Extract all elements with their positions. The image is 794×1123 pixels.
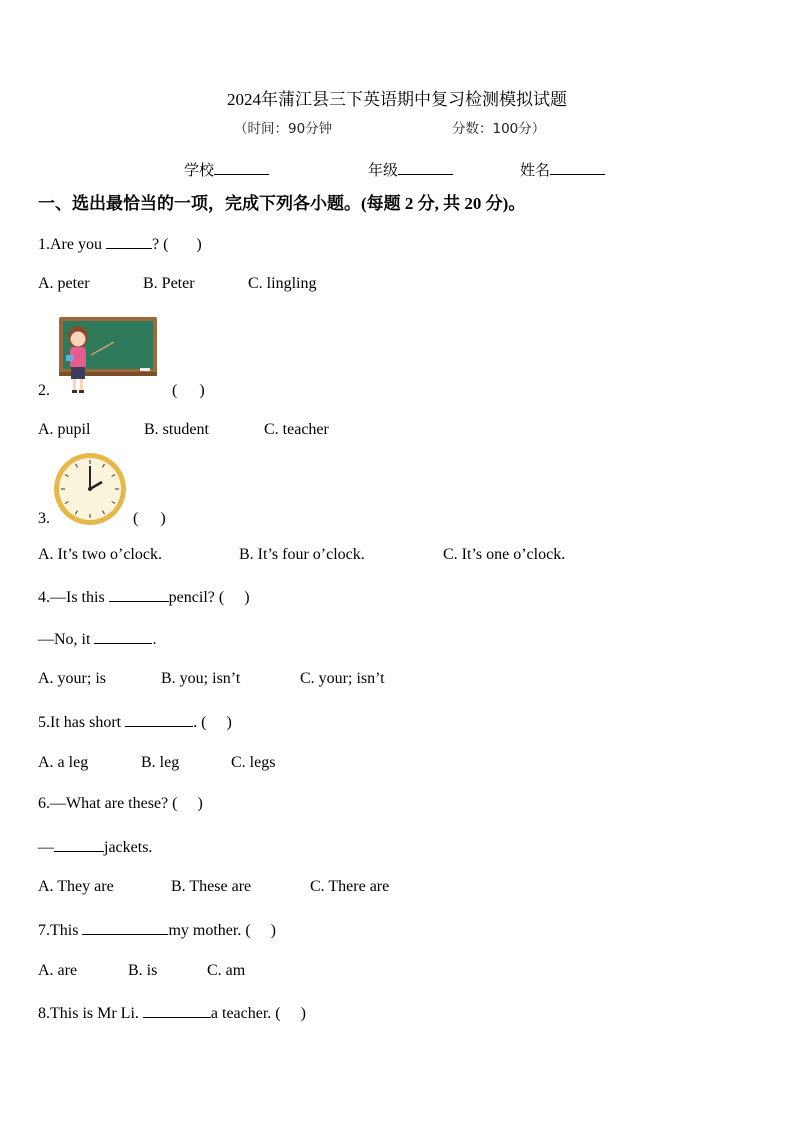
option-a[interactable]: A. a leg bbox=[38, 754, 89, 771]
option-c[interactable]: C. your; isn’t bbox=[300, 670, 385, 687]
question-text: — bbox=[38, 839, 54, 856]
answer-blank[interactable] bbox=[82, 920, 168, 935]
page-title: 2024年蒲江县三下英语期中复习检测模拟试题 bbox=[227, 90, 567, 109]
total-score: 分数：100分） bbox=[452, 121, 546, 137]
question-number: 5. bbox=[38, 714, 50, 731]
question-2-paren bbox=[172, 382, 205, 400]
question-1 bbox=[38, 234, 202, 254]
question-text: my mother. ( bbox=[168, 922, 251, 939]
question-text: ? ( bbox=[151, 236, 169, 253]
question-text: ) bbox=[244, 589, 250, 606]
question-text: This is Mr Li. bbox=[50, 1005, 143, 1022]
question-6 bbox=[38, 795, 203, 813]
teacher-blackboard-image bbox=[56, 315, 160, 399]
answer-blank[interactable] bbox=[143, 1003, 211, 1018]
question-number: 3. bbox=[38, 510, 50, 527]
option-b[interactable]: B. student bbox=[144, 421, 209, 438]
paren-close: ) bbox=[199, 382, 205, 399]
book bbox=[66, 355, 74, 361]
question-4-line2 bbox=[38, 629, 156, 649]
clock-image bbox=[52, 451, 128, 527]
paren-open: ( bbox=[133, 510, 139, 527]
option-a[interactable]: A. It’s two o’clock. bbox=[38, 546, 162, 563]
question-text: ) bbox=[300, 1005, 306, 1022]
question-text: ) bbox=[197, 795, 203, 812]
school-blank[interactable] bbox=[214, 160, 269, 175]
answer-blank[interactable] bbox=[54, 837, 104, 852]
question-text: Are you bbox=[50, 236, 106, 253]
face bbox=[71, 332, 86, 347]
question-8 bbox=[38, 1003, 306, 1023]
eraser bbox=[140, 368, 150, 371]
option-a[interactable]: A. are bbox=[38, 962, 78, 979]
question-text: —What are these? ( bbox=[50, 795, 178, 812]
question-text: . bbox=[152, 631, 157, 648]
question-number: 6. bbox=[38, 795, 50, 812]
skirt bbox=[71, 367, 85, 379]
answer-blank[interactable] bbox=[109, 587, 169, 602]
question-text: —Is this bbox=[50, 589, 109, 606]
question-5 bbox=[38, 712, 232, 732]
question-4 bbox=[38, 587, 250, 607]
option-b[interactable]: B. leg bbox=[141, 754, 180, 771]
answer-blank[interactable] bbox=[125, 712, 193, 727]
name-field bbox=[520, 159, 605, 180]
option-a[interactable]: A. pupil bbox=[38, 421, 91, 438]
question-text: It has short bbox=[50, 714, 126, 731]
grade-label: 年级 bbox=[368, 163, 399, 179]
question-text: . ( bbox=[193, 714, 207, 731]
question-text: pencil? ( bbox=[168, 589, 225, 606]
question-number: 4. bbox=[38, 589, 50, 606]
question-3 bbox=[38, 510, 50, 528]
shoe-left bbox=[72, 390, 77, 393]
question-2 bbox=[38, 382, 50, 400]
grade-field bbox=[368, 159, 453, 180]
option-a[interactable]: A. your; is bbox=[38, 670, 106, 687]
option-a[interactable]: A. peter bbox=[38, 275, 90, 292]
option-b[interactable]: B. It’s four o’clock. bbox=[239, 546, 365, 563]
leg-left bbox=[73, 379, 76, 391]
option-a[interactable]: A. They are bbox=[38, 878, 114, 895]
name-label: 姓名 bbox=[520, 163, 551, 179]
option-c[interactable]: C. legs bbox=[231, 754, 276, 771]
question-number: 1. bbox=[38, 236, 50, 253]
question-number: 2. bbox=[38, 382, 50, 399]
option-c[interactable]: C. teacher bbox=[264, 421, 329, 438]
option-c[interactable]: C. There are bbox=[310, 878, 390, 895]
question-text: ) bbox=[270, 922, 276, 939]
leg-right bbox=[80, 379, 83, 391]
grade-blank[interactable] bbox=[398, 160, 453, 175]
option-b[interactable]: B. Peter bbox=[143, 275, 195, 292]
option-b[interactable]: B. These are bbox=[171, 878, 252, 895]
option-b[interactable]: B. is bbox=[128, 962, 158, 979]
option-b[interactable]: B. you; isn’t bbox=[161, 670, 241, 687]
question-text: This bbox=[50, 922, 83, 939]
question-text: ) bbox=[226, 714, 232, 731]
paren-open: ( bbox=[172, 382, 178, 399]
option-c[interactable]: C. lingling bbox=[248, 275, 317, 292]
section-heading: 一、选出最恰当的一项，完成下列各小题。(每题 2 分, 共 20 分)。 bbox=[38, 194, 526, 213]
clock-center bbox=[88, 487, 92, 491]
time-limit: （时间：90分钟 bbox=[234, 121, 333, 137]
question-3-paren bbox=[133, 510, 166, 528]
question-7 bbox=[38, 920, 276, 940]
shoe-right bbox=[79, 390, 84, 393]
option-c[interactable]: C. It’s one o’clock. bbox=[443, 546, 566, 563]
question-text: jackets. bbox=[104, 839, 153, 856]
question-6-line2 bbox=[38, 837, 152, 857]
school-field bbox=[184, 159, 269, 180]
question-number: 7. bbox=[38, 922, 50, 939]
answer-blank[interactable] bbox=[94, 629, 152, 644]
option-c[interactable]: C. am bbox=[207, 962, 246, 979]
paren-close: ) bbox=[160, 510, 166, 527]
name-blank[interactable] bbox=[550, 160, 605, 175]
question-text: —No, it bbox=[38, 631, 95, 648]
question-number: 8. bbox=[38, 1005, 50, 1022]
question-text: ) bbox=[196, 236, 202, 253]
question-text: a teacher. ( bbox=[210, 1005, 281, 1022]
answer-blank[interactable] bbox=[106, 234, 152, 249]
school-label: 学校 bbox=[184, 163, 215, 179]
